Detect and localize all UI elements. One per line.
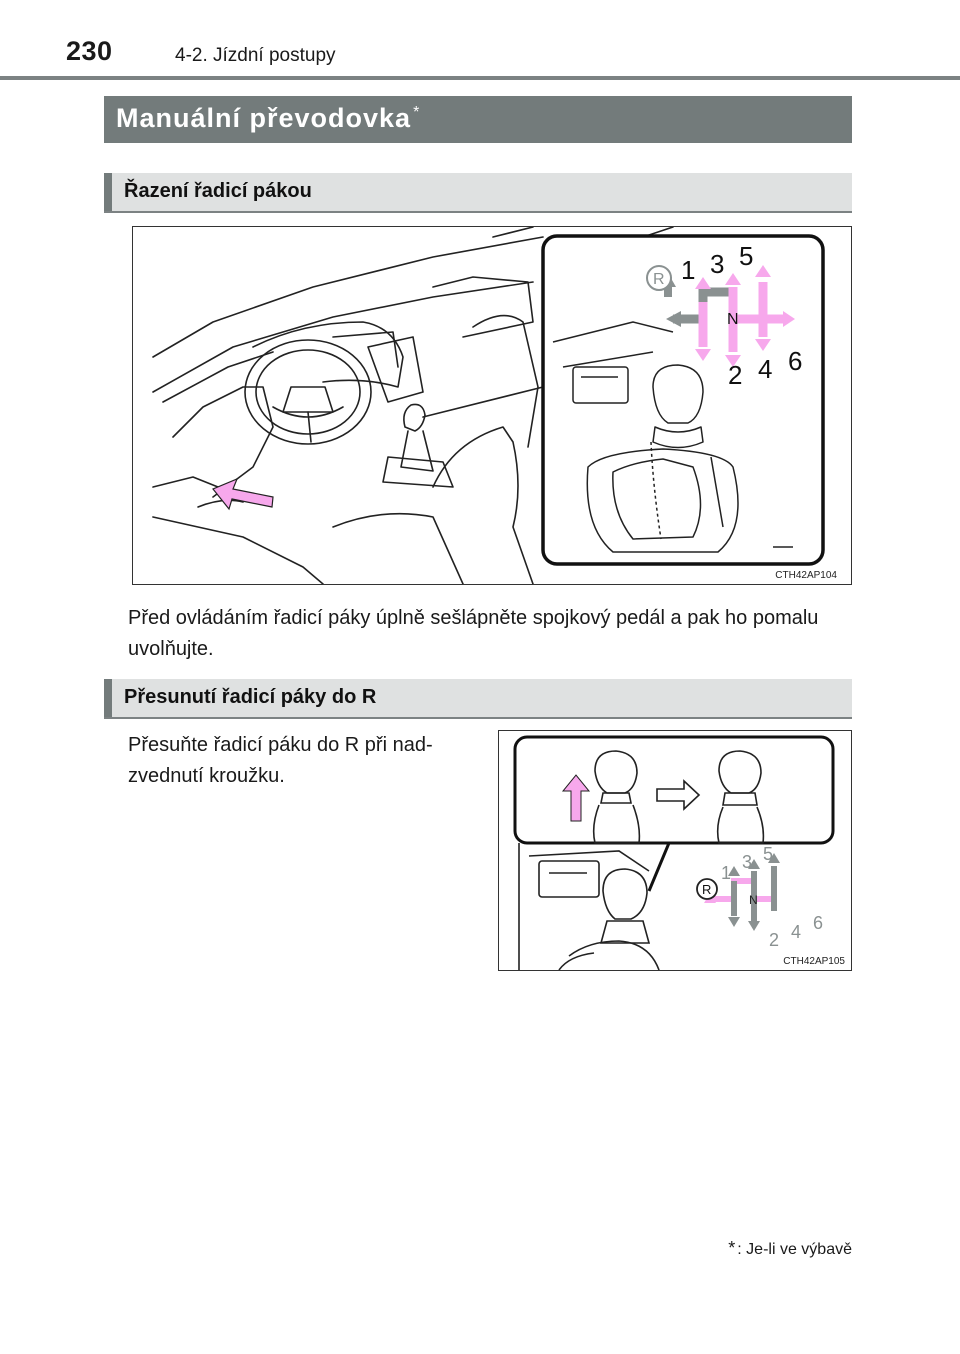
small-gear-label-n: N: [749, 893, 758, 907]
footnote-marker: *: [728, 1238, 736, 1258]
section-title: Přesunutí řadicí páky do R: [124, 686, 377, 708]
reverse-illustration: [499, 731, 851, 970]
gear-label-5: 5: [739, 241, 754, 271]
gear-label-6: 6: [788, 346, 803, 376]
gear-label-3: 3: [710, 249, 725, 279]
figure-code: CTH42AP105: [783, 956, 845, 967]
section-header-shifting: [104, 173, 852, 213]
chapter-title: 4-2. Jízdní postupy: [175, 45, 336, 66]
figure-reverse: [498, 730, 852, 971]
small-gear-label-6: 6: [813, 913, 824, 933]
figure-shift-lever: [132, 226, 852, 585]
optional-marker: *: [413, 104, 421, 121]
small-gear-label-2: 2: [769, 930, 780, 950]
small-gear-label-1: 1: [721, 863, 732, 883]
instruction-paragraph: Před ovládáním řadicí páky úplně sešlápněte spojkový pedál a pak ho pomalu uvolňujte.: [128, 607, 819, 660]
header-divider: [0, 76, 960, 80]
pedal-arrow: [213, 479, 273, 509]
footnote-text: : Je-li ve výbavě: [737, 1241, 852, 1258]
gear-label-n: N: [727, 311, 739, 328]
gear-label-4: 4: [758, 354, 773, 384]
small-gear-label-r: R: [702, 882, 712, 897]
small-gear-label-5: 5: [763, 844, 774, 864]
gear-label-1: 1: [681, 255, 696, 285]
small-gear-label-3: 3: [742, 852, 753, 872]
reverse-instruction: Přesuňte řadicí páku do R při nad-zvednutí kroužku.: [128, 734, 433, 787]
section-accent: [104, 173, 112, 211]
figure-code: CTH42AP104: [775, 570, 837, 581]
small-gear-label-4: 4: [791, 922, 802, 942]
cockpit-illustration: [133, 227, 851, 584]
page-number: 230: [66, 36, 113, 66]
footnote: [728, 1238, 852, 1259]
section-accent: [104, 679, 112, 717]
gear-label-r: R: [653, 271, 665, 288]
page-title-text: Manuální převodovka: [116, 103, 412, 133]
section-header-reverse: [104, 679, 852, 719]
section-title: Řazení řadicí pákou: [124, 180, 312, 202]
gear-label-2: 2: [728, 360, 743, 390]
page-title: [116, 103, 420, 134]
